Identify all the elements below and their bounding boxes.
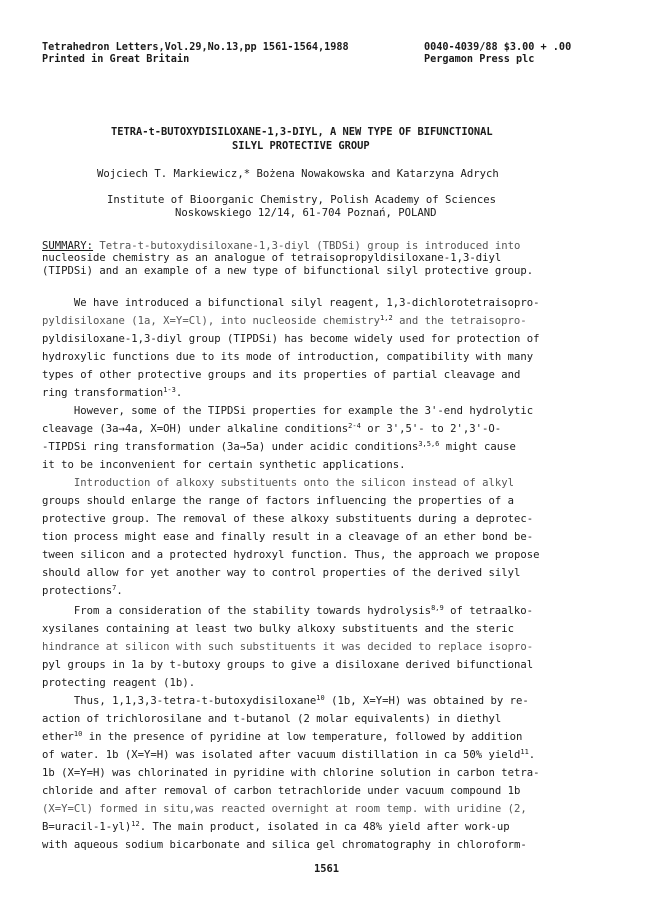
body-line bbox=[42, 748, 535, 762]
text-run: (1b, X=Y=H) was obtained by re- bbox=[324, 695, 529, 707]
body-line: should allow for yet another way to control properties of the derived silyl bbox=[42, 567, 521, 579]
text-run: . bbox=[116, 585, 123, 597]
text-run: . bbox=[528, 749, 536, 761]
body-line: xysilanes containing at least two bulky alkoxy substituents and the steric bbox=[42, 623, 514, 635]
body-line bbox=[42, 584, 123, 598]
text-run: protections bbox=[42, 585, 113, 597]
body-line: hydroxylic functions due to its mode of introduction, compatibility with many bbox=[42, 351, 534, 363]
text-run: From a consideration of the stability towards hydrolysis bbox=[42, 605, 432, 617]
body-line bbox=[42, 422, 501, 436]
citation-superscript: 7 bbox=[112, 584, 117, 592]
body-line: (X=Y=Cl) formed in situ,was reacted overnight at room temp. with uridine (2, bbox=[42, 803, 527, 815]
affiliation-line-2: Noskowskiego 12/14, 61-704 Poznań, POLAND bbox=[175, 207, 437, 219]
citation-superscript: 10 bbox=[73, 730, 83, 738]
body-line: However, some of the TIPDSi properties for example the 3'-end hydrolytic bbox=[42, 405, 534, 417]
paper-title-line-2: SILYL PROTECTIVE GROUP bbox=[232, 140, 370, 152]
text-run: and the tetraisopro- bbox=[392, 315, 527, 327]
body-line bbox=[42, 314, 527, 328]
affiliation-line-1: Institute of Bioorganic Chemistry, Polish Academy of Sciences bbox=[107, 194, 497, 206]
text-run: in the presence of pyridine at low temperature, followed by addition bbox=[82, 731, 523, 743]
text-run: B=uracil-1-yl) bbox=[42, 821, 132, 833]
text-run: pyldisiloxane (1a, X=Y=Cl), into nucleoside chemistry bbox=[42, 315, 381, 327]
body-line: tion process might ease and finally result in a cleavage of an ether bond be- bbox=[42, 531, 534, 543]
citation-superscript: 11 bbox=[520, 748, 529, 756]
body-line: hindrance at silicon with such substituents it was decided to replace isopro- bbox=[42, 641, 534, 653]
citation-superscript: 2-4 bbox=[348, 422, 361, 430]
body-line: 1b (X=Y=H) was chlorinated in pyridine with chlorine solution in carbon tetra- bbox=[42, 767, 540, 779]
citation-superscript: 1-3 bbox=[163, 386, 176, 394]
authors: Wojciech T. Markiewicz,* Bożena Nowakowska and Katarzyna Adrych bbox=[97, 168, 499, 180]
body-line: pyl groups in 1a by t-butoxy groups to give a disiloxane derived bifunctional bbox=[42, 659, 534, 671]
text-run: cleavage (3a→​4a, X=OH) under alkaline conditions bbox=[42, 423, 349, 435]
journal-citation: Tetrahedron Letters,Vol.29,No.13,pp 1561-1564,1988 bbox=[42, 42, 349, 53]
body-line: Introduction of alkoxy substituents onto the silicon instead of alkyl bbox=[42, 477, 514, 489]
summary-line-3: (TIPDSi) and an example of a new type of bifunctional silyl protective group. bbox=[42, 265, 534, 277]
text-run: ring transformation bbox=[42, 387, 164, 399]
body-line bbox=[42, 604, 533, 618]
citation-superscript: 8,9 bbox=[431, 604, 444, 612]
printed-in: Printed in Great Britain bbox=[42, 54, 190, 65]
text-run: or 3',5'- to 2',3'-O- bbox=[360, 423, 502, 435]
text-run: might cause bbox=[439, 441, 516, 453]
body-line: with aqueous sodium bicarbonate and silica gel chromatography in chloroform- bbox=[42, 839, 527, 851]
text-run: . The main product, isolated in ca 48% yield after work-up bbox=[139, 821, 510, 833]
publisher: Pergamon Press plc bbox=[424, 54, 535, 65]
body-line bbox=[42, 440, 516, 454]
body-line bbox=[42, 820, 510, 834]
citation-superscript: 3,5,6 bbox=[418, 440, 440, 448]
summary-label: SUMMARY: bbox=[42, 240, 94, 252]
summary-text-1: Tetra-t-butoxydisiloxane-1,3-diyl (TBDSi) group is introduced into bbox=[93, 240, 521, 252]
body-line: protecting reagent (1b). bbox=[42, 677, 196, 689]
body-line: We have introduced a bifunctional silyl reagent, 1,3-dichlorotetraisopro- bbox=[42, 297, 540, 309]
body-line: types of other protective groups and its properties of partial cleavage and bbox=[42, 369, 521, 381]
body-line: groups should enlarge the range of factors influencing the properties of a bbox=[42, 495, 514, 507]
body-line bbox=[42, 386, 182, 400]
text-run: of tetraalko- bbox=[443, 605, 534, 617]
text-run: Thus, 1,1,3,3-tetra-t-butoxydisiloxane bbox=[42, 695, 317, 707]
body-line: tween silicon and a protected hydroxyl function. Thus, the approach we propose bbox=[42, 549, 540, 561]
body-line: action of trichlorosilane and t-butanol (2 molar equivalents) in diethyl bbox=[42, 713, 502, 725]
price-code: 0040-4039/88 $3.00 + .00 bbox=[424, 42, 572, 53]
page-number: 1561 bbox=[314, 863, 340, 875]
text-run: . bbox=[175, 387, 183, 399]
body-line bbox=[42, 730, 522, 744]
citation-superscript: 1,2 bbox=[380, 314, 393, 322]
summary-line-2: nucleoside chemistry as an analogue of tetraisopropyldisiloxane-1,3-diyl bbox=[42, 252, 502, 264]
citation-superscript: 12 bbox=[131, 820, 140, 828]
body-line: chloride and after removal of carbon tetrachloride under vacuum compound 1b bbox=[42, 785, 521, 797]
paper-title-line-1: TETRA-t-BUTOXYDISILOXANE-1,3-DIYL, A NEW TYPE OF BIFUNCTIONAL bbox=[111, 126, 493, 138]
body-line: pyldisiloxane-1,3-diyl group (TIPDSi) has become widely used for protection of bbox=[42, 333, 540, 345]
body-line bbox=[42, 694, 529, 708]
body-line: it to be inconvenient for certain synthetic applications. bbox=[42, 459, 406, 471]
citation-superscript: 10 bbox=[316, 694, 325, 702]
body-line: protective group. The removal of these alkoxy substituents during a deprotec- bbox=[42, 513, 534, 525]
text-run: -TIPDSi ring transformation (3a→​5a) under acidic conditions bbox=[42, 441, 419, 453]
text-run: of water. 1b (X=Y=H) was isolated after vacuum distillation in ca 50% yield bbox=[42, 749, 521, 761]
text-run: ether bbox=[42, 731, 74, 743]
